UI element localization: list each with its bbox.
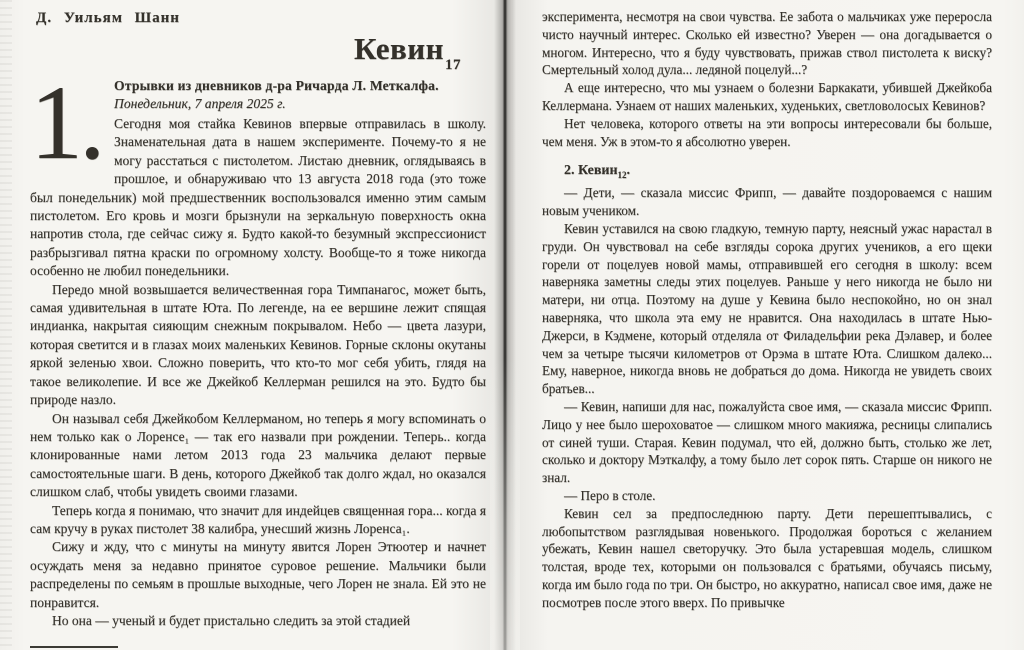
paragraph: Нет человека, которого ответы на эти вопросы интересовали бы больше, чем меня. Уж в этом-то я абсолютно уверен.: [542, 115, 992, 149]
paragraph: Кевин сел за предпоследнюю парту. Дети перешептывались, с любопытством разглядывая новенького. Продолжая бороться с желанием убежать, Кевин нашел светоручку. Это была устаревшая модель, слишком толстая, вроде тех, которыми он пользовался с братьями, обучаясь письму, когда им было года по три. Он быстро, но аккуратно, написал свое имя, даже не посмотрев после этого вверх. По привычке: [542, 505, 992, 610]
paragraph: — Перо в столе.: [564, 487, 656, 503]
paragraph: Он называл себя Джейкобом Келлерманом, но теперь я могу вспоминать о нем только как о Лоренсе₁ — так его назвали при рождении. Теперь.. когда клонированные нами летом 2013 года 23 мальчика делают первые самостоятельные шаги. В день, которого Джейкоб так долго ждал, но оказался слишком слаб, чтобы увидеть своими глазами.: [30, 410, 486, 500]
section-heading-subscript: 12: [617, 170, 627, 181]
paragraph: Передо мной возвышается величественная гора Тимпанагос, может быть, самая удивительная в штате Юта. По легенде, на ее вершине лежит спящая индианка, накрытая сияющим снежным покрывалом. Небо — цвета лазури, которая светится и в глазах моих маленьких Кевинов. Горные склоны окутаны яркой зеленью хвои. Сложно поверить, что кто-то мог себя убить, глядя на такое великолепие. И все же Джейкоб Келлерман решился на это. Будто бы природе назло.: [30, 281, 486, 408]
paragraph: Сегодня моя стайка Кевинов впервые отправилась в школу. Знаменательная дата в нашем эксперименте. Почему-то я не могу расстаться с пистолетом. Листаю дневник, оглядываясь в прошлое, и обнаруживаю что 13 августа 2018 года (это тоже был понедельник) мой предшественник воспользовался именно этим самым пистолетом. Его кровь и мозги брызнули на зеркальную поверхность окна напротив стола, где сейчас сижу я. Будто какой-то безумный экспрессионист разбрызгивал пятна краски по огромному холсту. Вообще-то я тоже никогда особенно не любил понедельники.: [30, 116, 486, 279]
scan-edge-noise: [0, 0, 12, 650]
paragraph: Сижу и жду, что с минуты на минуту явится Лорен Этюотер и начнет осуждать меня за недавно принятое суровое решение. Мальчики были распределены по семьям в прошлые выходные, чего Лорен не знала. Ей это не понравится.: [30, 539, 486, 610]
paragraph: Теперь когда я понимаю, что значит для индейцев священная гора... когда я сам кручу в руках пистолет 38 калибра, унесший жизнь Лоренса₁.: [30, 502, 486, 536]
diary-source-line: Отрывки из дневников д-ра Ричарда Л. Меткалфа.: [114, 78, 439, 93]
diary-date-line: Понедельник, 7 апреля 2025 г.: [114, 96, 286, 111]
author-name: Д. Уильям Шанн: [36, 10, 180, 26]
footnote-rule: [30, 646, 118, 648]
paragraph: А еще интересно, что мы узнаем о болезни Баркакати, убившей Джейкоба Келлермана. Узнаем от наших маленьких, худеньких, светловолосых Кевинов?: [542, 80, 992, 113]
paragraph: Но она — ученый и будет пристально следить за этой стадией: [52, 612, 411, 628]
drop-cap-numeral: 1.: [30, 64, 102, 181]
left-page: [0, 0, 502, 650]
section-heading-period: .: [626, 163, 631, 179]
paragraph: — Кевин, напиши для нас, пожалуйста свое имя, — сказала миссис Фрипп. Лицо у нее было шероховатое — слишком много макияжа, ресницы слипались от синей туши. Старая. Кевин подумал, что ей, должно быть, столько же лет, сколько и доктору Мэткалфу, а тому было лет сорок пять. Старше он никого не знал.: [542, 398, 992, 486]
right-page: [512, 0, 1024, 650]
section-heading: [542, 163, 992, 179]
section-heading-text: 2. Кевин: [564, 163, 618, 179]
book-gutter-fade: [490, 0, 520, 650]
chapter-title-subscript: 17: [445, 57, 461, 73]
paragraph: Кевин уставился на свою гладкую, темную парту, неясный ужас нарастал в груди. Он чувствовал на себе взгляды сорока других учеников, а его щеки горели от поцелуев новой мамы, отправившей его сегодня в школу: всем наверняка заметны следы этих поцелуев. Раньше у него никогда не было ни матери, ни отца. Поэтому на душе у Кевина было неспокойно, но он знал наверняка, что школа эта ему не нравится. Она находилась в штате Нью-Джерси, в Кэдмене, который отделяла от Филадельфии река Дэлавер, и более чем за четыре тысячи километров от Орэма в штате Юта. Слишком далеко... Ему, наверное, никогда вновь не добраться до дома. Никогда не увидеть своих братьев...: [542, 220, 992, 397]
chapter-title-text: Кевин: [353, 31, 444, 66]
paragraph: эксперимента, несмотря на свои чувства. Ее забота о мальчиках уже переросла чисто научный интерес. Сколько ей известно? Уверен — она догадывается о многом. Интересно, что я буду чувствовать, прижав ствол пистолета к виску? Смертельный холод дула... ледяной поцелуй...?: [542, 9, 992, 78]
paragraph: — Дети, — сказала миссис Фрипп, — давайте поздороваемся с нашим новым учеником.: [542, 185, 992, 219]
